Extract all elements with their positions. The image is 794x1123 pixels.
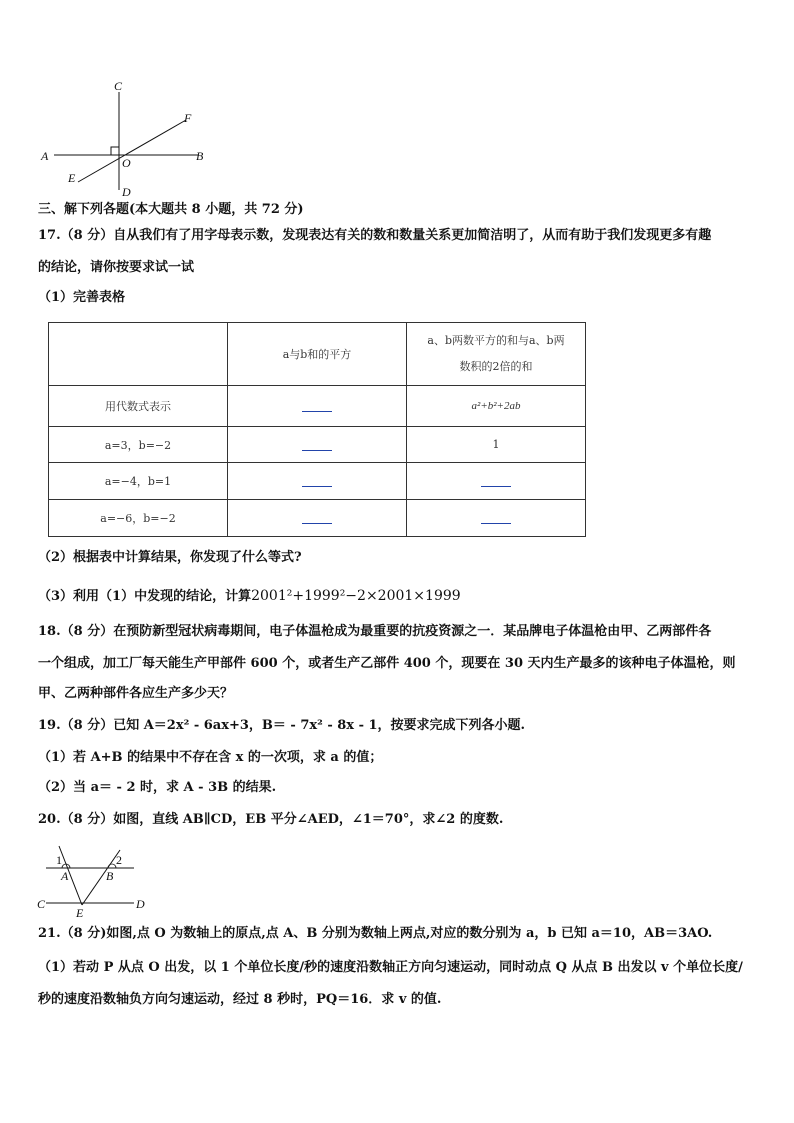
answer-blank[interactable] bbox=[228, 463, 407, 500]
q19-part2: （2）当 a＝ - 2 时，求 A - 3B 的结果. bbox=[38, 780, 277, 795]
row-label: a=3，b=−2 bbox=[49, 427, 228, 463]
label-C: C bbox=[114, 79, 123, 93]
q17-line1: 17.（8 分）自从我们有了用字母表示数，发现表达有关的数和数量关系更加简洁明了，从而有助于我们发现更多有趣 bbox=[38, 228, 712, 243]
answer-blank[interactable] bbox=[407, 500, 586, 537]
q21-line1: 21.（8 分)如图,点 O 为数轴上的原点,点 A、B 分别为数轴上两点,对应的数分别为 a，b 已知 a＝10，AB＝3AO. bbox=[38, 926, 713, 941]
answer-blank[interactable] bbox=[407, 463, 586, 500]
label-D: D bbox=[136, 897, 145, 911]
q17-part1: （1）完善表格 bbox=[38, 290, 126, 305]
answer-blank[interactable] bbox=[228, 500, 407, 537]
label-F: F bbox=[184, 111, 192, 125]
q17-part3-expr: 2001²+1999²−2×2001×1999 bbox=[251, 588, 461, 604]
label-O: O bbox=[122, 156, 131, 170]
label-2: 2 bbox=[116, 853, 122, 867]
q21-line3: 秒的速度沿数轴负方向匀速运动，经过 8 秒时，PQ＝16．求 v 的值. bbox=[38, 992, 442, 1007]
q17-part3 bbox=[38, 586, 758, 607]
label-D: D bbox=[122, 185, 131, 199]
row-label: a=−6，b=−2 bbox=[49, 500, 228, 537]
label-A: A bbox=[41, 149, 49, 163]
label-B: B bbox=[196, 149, 204, 163]
answer-blank[interactable] bbox=[228, 386, 407, 427]
table-header-col2 bbox=[407, 323, 586, 386]
label-E: E bbox=[76, 906, 84, 920]
table-header-empty bbox=[49, 323, 228, 386]
q17-table bbox=[48, 322, 586, 537]
q17-part3-prefix: （3）利用（1）中发现的结论，计算 bbox=[38, 589, 252, 604]
figure-angle-lines bbox=[38, 72, 218, 200]
figure-parallel-lines bbox=[36, 840, 156, 920]
q17-part2: （2）根据表中计算结果，你发现了什么等式? bbox=[38, 550, 302, 565]
q18-line1: 18.（8 分）在预防新型冠状病毒期间，电子体温枪成为最重要的抗疫资源之一．某品牌电子体温枪由甲、乙两部件各 bbox=[38, 624, 712, 639]
q20-line1: 20.（8 分）如图，直线 AB∥CD，EB 平分∠AED，∠1＝70°，求∠2 的度数. bbox=[38, 812, 504, 827]
q21-line2: （1）若动 P 从点 O 出发，以 1 个单位长度/秒的速度沿数轴正方向匀速运动，同时动点 Q 从点 B 出发以 v 个单位长度/ bbox=[38, 960, 743, 975]
q18-line2: 一个组成，加工厂每天能生产甲部件 600 个，或者生产乙部件 400 个，现要在 30 天内生产最多的该种电子体温枪，则 bbox=[38, 656, 736, 671]
table-header-col2-line1: a、b两数平方的和与a、b两 bbox=[427, 334, 565, 347]
row-value: 1 bbox=[407, 427, 586, 463]
row-label: 用代数式表示 bbox=[49, 386, 228, 427]
section-title: 三、解下列各题(本大题共 8 小题，共 72 分) bbox=[38, 202, 304, 217]
label-1: 1 bbox=[56, 853, 62, 867]
table-header-col1: a与b和的平方 bbox=[228, 323, 407, 386]
table-header-col2-line2: 数积的2倍的和 bbox=[459, 360, 533, 373]
q19-part1: （1）若 A+B 的结果中不存在含 x 的一次项，求 a 的值； bbox=[38, 750, 383, 765]
answer-blank[interactable] bbox=[228, 427, 407, 463]
q18-line3: 甲、乙两种部件各应生产多少天？ bbox=[38, 686, 234, 701]
label-E: E bbox=[68, 171, 76, 185]
label-C: C bbox=[37, 897, 46, 911]
label-A: A bbox=[61, 869, 69, 883]
q17-line2: 的结论，请你按要求试一试 bbox=[38, 260, 195, 275]
label-B: B bbox=[106, 869, 114, 883]
row-value: a²+b²+2ab bbox=[407, 386, 586, 427]
row-label: a=−4，b=1 bbox=[49, 463, 228, 500]
q19-line1: 19.（8 分）已知 A＝2x² - 6ax+3，B＝ - 7x² - 8x - 1，按要求完成下列各小题. bbox=[38, 718, 526, 733]
